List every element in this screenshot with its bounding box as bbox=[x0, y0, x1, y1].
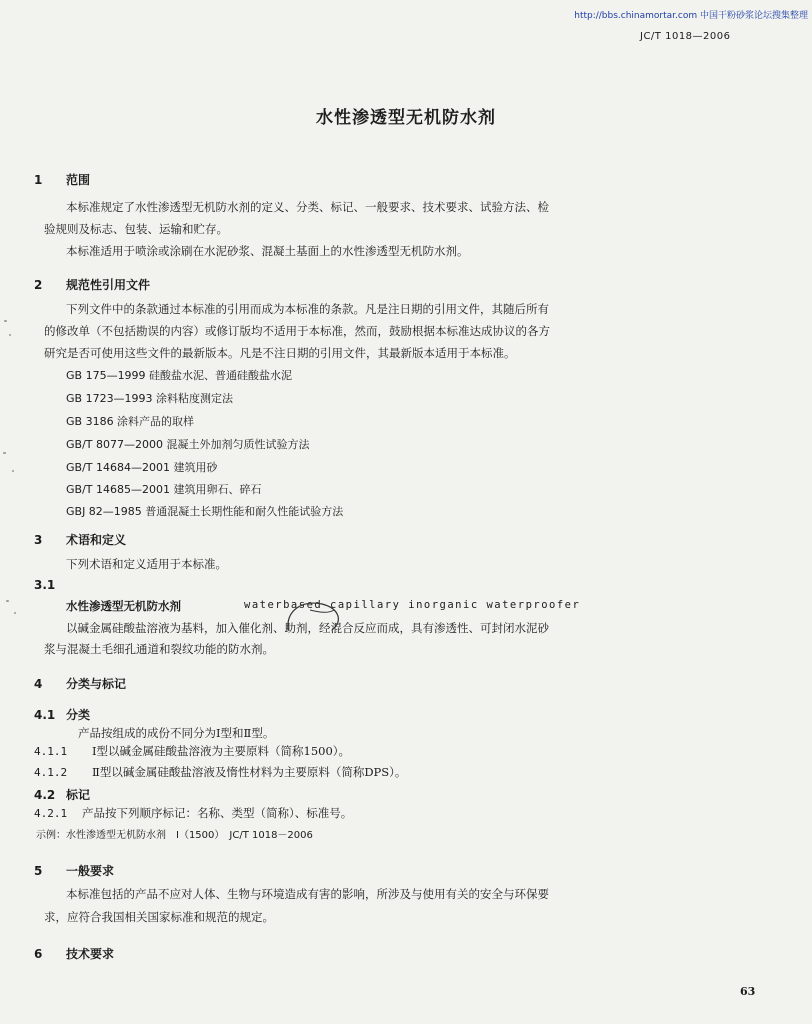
paragraph: 本标准适用于喷涂或涂刷在水泥砂浆、混凝土基面上的水性渗透型无机防水剂。 bbox=[66, 244, 469, 258]
section-number: 3 bbox=[34, 533, 43, 547]
section-title: 规范性引用文件 bbox=[66, 278, 151, 292]
paragraph: 验规则及标志、包装、运输和贮存。 bbox=[44, 222, 228, 236]
paragraph: 下列文件中的条款通过本标准的引用而成为本标准的条款。凡是注日期的引用文件，其随后所有 bbox=[66, 302, 549, 316]
section-title: 技术要求 bbox=[66, 947, 115, 961]
subsection-number: 3.1 bbox=[34, 578, 56, 592]
section-title: 分类与标记 bbox=[66, 677, 127, 691]
clause-text: 产品按下列顺序标记：名称、类型（简称）、标准号。 bbox=[82, 806, 353, 820]
scan-speck bbox=[12, 470, 14, 472]
section-2-heading bbox=[34, 276, 150, 293]
scan-speck bbox=[4, 320, 7, 322]
scan-speck bbox=[3, 452, 6, 454]
clause-text: Ⅰ型以碱金属硅酸盐溶液为主要原料（简称1500）。 bbox=[92, 744, 351, 758]
reference-item: GB/T 8077—2000 混凝土外加剂匀质性试验方法 bbox=[66, 438, 310, 451]
section-1-heading bbox=[34, 171, 90, 188]
paragraph: 浆与混凝土毛细孔通道和裂纹功能的防水剂。 bbox=[44, 642, 274, 656]
clause-number: 4.2.1 bbox=[34, 807, 68, 820]
paragraph: 本标准规定了水性渗透型无机防水剂的定义、分类、标记、一般要求、技术要求、试验方法、检 bbox=[66, 200, 549, 214]
reference-item: GB/T 14684—2001 建筑用砂 bbox=[66, 461, 218, 474]
section-number: 2 bbox=[34, 278, 43, 292]
scan-speck bbox=[6, 600, 9, 602]
example-line: 示例：水性渗透型无机防水剂 Ⅰ（1500） JC/T 1018－2006 bbox=[36, 830, 313, 841]
paragraph: 的修改单（不包括勘误的内容）或修订版均不适用于本标准，然而，鼓励根据本标准达成协议的各方 bbox=[44, 324, 550, 338]
page-title: 水性渗透型无机防水剂 bbox=[316, 108, 496, 128]
subsection-number: 4.2 bbox=[34, 788, 56, 802]
clause-text: Ⅱ型以碱金属硅酸盐溶液及惰性材料为主要原料（简称DPS）。 bbox=[92, 765, 407, 779]
paragraph: 以碱金属硅酸盐溶液为基料，加入催化剂、助剂，经混合反应而成，具有渗透性、可封闭水泥砂 bbox=[66, 621, 549, 635]
scan-speck bbox=[14, 612, 16, 614]
clause-4-1-1 bbox=[34, 743, 350, 759]
section-number: 5 bbox=[34, 864, 43, 878]
subsection-title: 分类 bbox=[66, 708, 91, 722]
reference-item: GB 1723—1993 涂料粘度测定法 bbox=[66, 392, 234, 405]
paragraph: 求，应符合我国相关国家标准和规范的规定。 bbox=[44, 910, 274, 924]
subsection-4-1-heading bbox=[34, 706, 90, 723]
section-title: 范围 bbox=[66, 173, 91, 187]
scan-speck bbox=[9, 334, 11, 336]
section-5-heading bbox=[34, 862, 114, 879]
clause-4-1-2 bbox=[34, 764, 406, 780]
page-number: 63 bbox=[740, 985, 756, 998]
paragraph: 产品按组成的成份不同分为Ⅰ型和Ⅱ型。 bbox=[78, 726, 275, 740]
term-english: waterbased capillary inorganic waterproofer bbox=[244, 599, 581, 611]
section-title: 一般要求 bbox=[66, 864, 115, 878]
section-4-heading bbox=[34, 675, 126, 692]
standard-number: JC/T 1018—2006 bbox=[640, 31, 731, 42]
reference-item: GB 175—1999 硅酸盐水泥、普通硅酸盐水泥 bbox=[66, 369, 293, 382]
term-chinese: 水性渗透型无机防水剂 bbox=[66, 599, 181, 613]
reference-item: GB 3186 涂料产品的取样 bbox=[66, 415, 195, 428]
section-title: 术语和定义 bbox=[66, 533, 127, 547]
clause-number: 4.1.1 bbox=[34, 745, 68, 758]
section-6-heading bbox=[34, 945, 114, 962]
subsection-number: 4.1 bbox=[34, 708, 56, 722]
subsection-title: 标记 bbox=[66, 788, 91, 802]
reference-item: GBJ 82—1985 普通混凝土长期性能和耐久性能试验方法 bbox=[66, 505, 344, 518]
paragraph: 研究是否可使用这些文件的最新版本。凡是不注日期的引用文件，其最新版本适用于本标准。 bbox=[44, 346, 516, 360]
section-number: 4 bbox=[34, 677, 43, 691]
paragraph: 下列术语和定义适用于本标准。 bbox=[66, 557, 227, 571]
handwritten-annotation-mark bbox=[282, 590, 352, 646]
paragraph: 本标准包括的产品不应对人体、生物与环境造成有害的影响，所涉及与使用有关的安全与环保要 bbox=[66, 887, 549, 901]
section-number: 1 bbox=[34, 173, 43, 187]
subsection-4-2-heading bbox=[34, 786, 90, 803]
section-3-heading bbox=[34, 531, 126, 548]
source-url[interactable]: http://bbs.chinamortar.com 中国干粉砂浆论坛搜集整理 bbox=[574, 11, 808, 21]
section-number: 6 bbox=[34, 947, 43, 961]
clause-4-2-1 bbox=[34, 805, 352, 821]
clause-number: 4.1.2 bbox=[34, 766, 68, 779]
reference-item: GB/T 14685—2001 建筑用卵石、碎石 bbox=[66, 483, 262, 496]
